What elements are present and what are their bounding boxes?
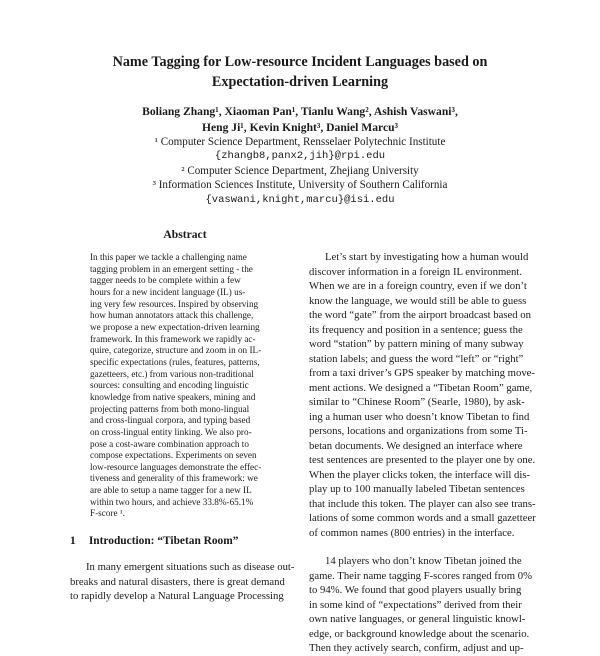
paper-title bbox=[80, 52, 520, 92]
text-line: When the player clicks token, the interface will dis- bbox=[309, 468, 531, 481]
text-line: edge, or background knowledge about the scenario. bbox=[309, 627, 530, 640]
text-line: When we are in a foreign country, even if we don’t bbox=[309, 280, 527, 292]
text-line: compose expectations. Experiments on seven bbox=[90, 450, 257, 461]
section-title: Introduction: “Tibetan Room” bbox=[88, 535, 239, 547]
text-line: Let’s start by investigating how a human would bbox=[325, 251, 529, 263]
text-line: ing a human user who doesn’t know Tibetan to find bbox=[309, 410, 530, 423]
text-line: sources: consulting and encoding linguistic bbox=[90, 380, 249, 391]
affiliation-line: ³ Information Sciences Institute, University of Southern California bbox=[152, 179, 448, 192]
text-line: Then they actively search, confirm, adjust and up- bbox=[309, 642, 524, 654]
text-line: how human annotators attack this challenge, bbox=[90, 310, 254, 321]
author-line: Boliang Zhang¹, Xiaoman Pan¹, Tianlu Wang², Ashish Vaswani³, bbox=[142, 105, 458, 118]
text-line: on cross-lingual entity linking. We also pro- bbox=[90, 426, 252, 437]
right-paragraph-1 bbox=[309, 250, 534, 540]
text-line: word “station” by pattern mining of many subway bbox=[309, 338, 524, 350]
affiliation-line: ² Computer Science Department, Zhejiang University bbox=[181, 164, 419, 177]
text-line: its frequency and position in a sentence; guess the bbox=[309, 323, 523, 336]
text-line: pose a cost-aware combination approach to bbox=[90, 438, 249, 449]
text-line: tagging problem in an emergent setting - the bbox=[90, 263, 253, 274]
text-line: discover information in a foreign IL environment. bbox=[309, 265, 522, 278]
text-line: projecting patterns from both mono-lingual bbox=[90, 403, 250, 414]
text-line: own native languages, or general linguistic knowl- bbox=[309, 613, 526, 625]
text-line: ment actions. We designed a “Tibetan Room” game, bbox=[309, 381, 533, 394]
text-line: tiveness and generality of this framework: we bbox=[90, 473, 258, 484]
text-line: knowledge from native speakers, mining and bbox=[90, 391, 256, 402]
text-line: breaks and natural disasters, there is great demand bbox=[70, 575, 285, 588]
text-line: ing very few resources. Inspired by observing bbox=[90, 298, 259, 309]
right-paragraph-2 bbox=[309, 554, 534, 656]
title-line: Expectation-driven Learning bbox=[211, 74, 389, 90]
text-line: the word “gate” from the airport broadcast based on bbox=[309, 309, 531, 321]
text-line: that include this token. The player can also see trans- bbox=[309, 497, 536, 510]
text-line: persons, locations and organizations from some Ti- bbox=[309, 425, 528, 437]
text-line: specific expectations (rules, features, patterns, bbox=[90, 356, 260, 367]
text-line: 14 players who don’t know Tibetan joined the bbox=[325, 555, 522, 567]
email-line: {vaswani,knight,marcu}@isi.edu bbox=[205, 193, 395, 206]
title-line: Name Tagging for Low-resource Incident Languages based on bbox=[112, 54, 488, 70]
text-line: tagger needs to be complete within a few bbox=[90, 275, 241, 286]
affiliations bbox=[80, 135, 520, 207]
abstract-body bbox=[90, 252, 289, 520]
text-line: framework. In this framework we rapidly ac- bbox=[90, 333, 256, 344]
text-line: In this paper we tackle a challenging name bbox=[90, 252, 247, 262]
text-line: game. Their name tagging F-scores ranged from 0% bbox=[309, 569, 532, 582]
text-line: know the language, we would still be able to guess bbox=[309, 294, 527, 307]
section-number: 1 bbox=[70, 535, 76, 547]
text-line: in some kind of “expectations” derived from their bbox=[309, 598, 522, 611]
text-line: quire, categorize, structure and zoom in on IL- bbox=[90, 345, 262, 356]
text-line: station labels; and guess the word “left” or “right” bbox=[309, 352, 524, 365]
affiliation-line: ¹ Computer Science Department, Rensselaer Polytechnic Institute bbox=[154, 136, 446, 148]
text-line: to rapidly develop a Natural Language Processing bbox=[70, 590, 284, 603]
abstract-heading: Abstract bbox=[163, 228, 207, 241]
text-line: from a taxi driver’s GPS speaker by matching move- bbox=[309, 367, 535, 379]
text-line: within two hours, and achieve 33.8%-65.1% bbox=[90, 496, 254, 507]
text-line: and cross-lingual corpora, and typing based bbox=[90, 415, 251, 426]
text-line: gazetteers, etc.) from various non-traditional bbox=[90, 368, 254, 379]
text-line: we propose a new expectation-driven learning bbox=[90, 321, 260, 332]
right-column bbox=[309, 250, 534, 656]
section-heading bbox=[70, 535, 238, 547]
email-line: {zhangb8,panx2,jih}@rpi.edu bbox=[214, 150, 386, 163]
intro-paragraph bbox=[70, 560, 302, 604]
text-line: F-score ¹. bbox=[90, 508, 125, 519]
text-line: hours for a new incident language (IL) us- bbox=[90, 286, 246, 297]
text-line: low-resource languages demonstrate the effec- bbox=[90, 461, 262, 472]
text-line: test sentences are presented to the player one by one. bbox=[309, 454, 536, 466]
text-line: betan documents. We designed an interface where bbox=[309, 439, 523, 452]
text-line: lations of some common words and a small gazetteer bbox=[309, 512, 536, 524]
text-line: to 94%. We found that good players usually bring bbox=[309, 584, 522, 596]
text-line: similar to “Chinese Room” (Searle, 1980), by ask- bbox=[309, 396, 525, 408]
text-line: play up to 100 manually labeled Tibetan sentences bbox=[309, 483, 525, 495]
text-line: In many emergent situations such as disease out- bbox=[86, 561, 295, 573]
text-line: of common names (800 entries) in the interface. bbox=[309, 526, 515, 539]
author-list bbox=[80, 104, 520, 136]
author-line: Heng Ji¹, Kevin Knight³, Daniel Marcu³ bbox=[201, 121, 399, 134]
text-line: are able to setup a name tagger for a new IL bbox=[90, 485, 252, 496]
